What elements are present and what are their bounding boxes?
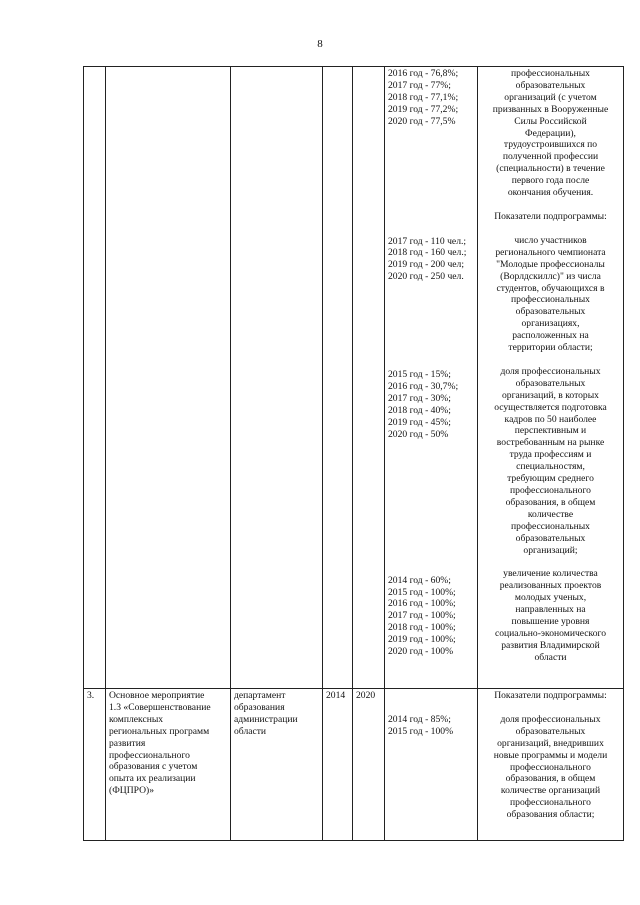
- cell-target-values: 2014 год - 85%; 2015 год - 100%: [385, 689, 478, 841]
- indicator-new-programs: доля профессиональных образовательных организаций, внедривших новые программы и модели профессионального образования, в общем количестве организаций профессионального образования области;: [493, 713, 608, 821]
- program-table: [83, 66, 624, 841]
- cell-target-values: [385, 67, 478, 689]
- cell-end-year: 2020: [353, 689, 385, 841]
- cell-number: 3.: [84, 689, 106, 841]
- indicator-heading: Показатели подпрограммы:: [494, 690, 607, 701]
- cell-number: [84, 67, 106, 689]
- cell-end-year: [353, 67, 385, 689]
- years-block-4: 2014 год - 60%; 2015 год - 100%; 2016 год - 100%; 2017 год - 100%; 2018 год - 100%; 2019 год - 100%; 2020 год - 100%: [388, 574, 456, 658]
- indicator-first: профессиональных образовательных организаций (с учетом призванных в Вооруженные Силы Российской Федерации), трудоустроившихся по полученной профессии (специальности) в течение первого года после окончания обучения.: [492, 68, 609, 199]
- cell-executor: [231, 67, 323, 689]
- years-block-2: 2017 год - 110 чел.; 2018 год - 160 чел.; 2019 год - 200 чел; 2020 год - 250 чел.: [388, 235, 467, 283]
- table-row-3: [84, 689, 624, 841]
- cell-start-year: [323, 67, 353, 689]
- years-block-1: 2016 год - 76,8%; 2017 год - 77%; 2018 год - 77,1%; 2019 год - 77,2%; 2020 год - 77,5%: [388, 68, 459, 127]
- cell-executor: департамент образования администрации области: [231, 689, 323, 841]
- cell-indicators: [478, 67, 624, 689]
- cell-start-year: 2014: [323, 689, 353, 841]
- subprogram-heading: Показатели подпрограммы:: [494, 210, 607, 222]
- page-number: 8: [317, 38, 323, 50]
- indicator-share-organizations: доля профессиональных образовательных организаций, в которых осуществляется подготовка кадров по 50 наиболее перспективным и востребованным на рынке труда профессиям и специальностям, требующим среднего профессионального образования, в общем количестве профессиональных образовательных организаций;: [494, 365, 607, 556]
- table-row-continued: [84, 67, 624, 689]
- cell-measure: [106, 67, 231, 689]
- cell-measure: Основное мероприятие 1.3 «Совершенствование комплексных региональных программ развития профессионального образования с учетом опыта их реализации (ФЦПРО)»: [106, 689, 231, 841]
- indicator-young-scientists: увеличение количества реализованных проектов молодых ученых, направленных на повышение уровня социально-экономического развития Владимирской области: [494, 568, 607, 663]
- indicator-participants: число участников регионального чемпионата "Молодые профессионалы (Ворлдскиллс)" из числа студентов, обучающихся в профессиональных образовательных организациях, расположенных на территории области;: [495, 234, 606, 354]
- cell-indicators: [478, 689, 624, 841]
- years-block-3: 2015 год - 15%; 2016 год - 30,7%; 2017 год - 30%; 2018 год - 40%; 2019 год - 45%; 2020 год - 50%: [388, 369, 459, 440]
